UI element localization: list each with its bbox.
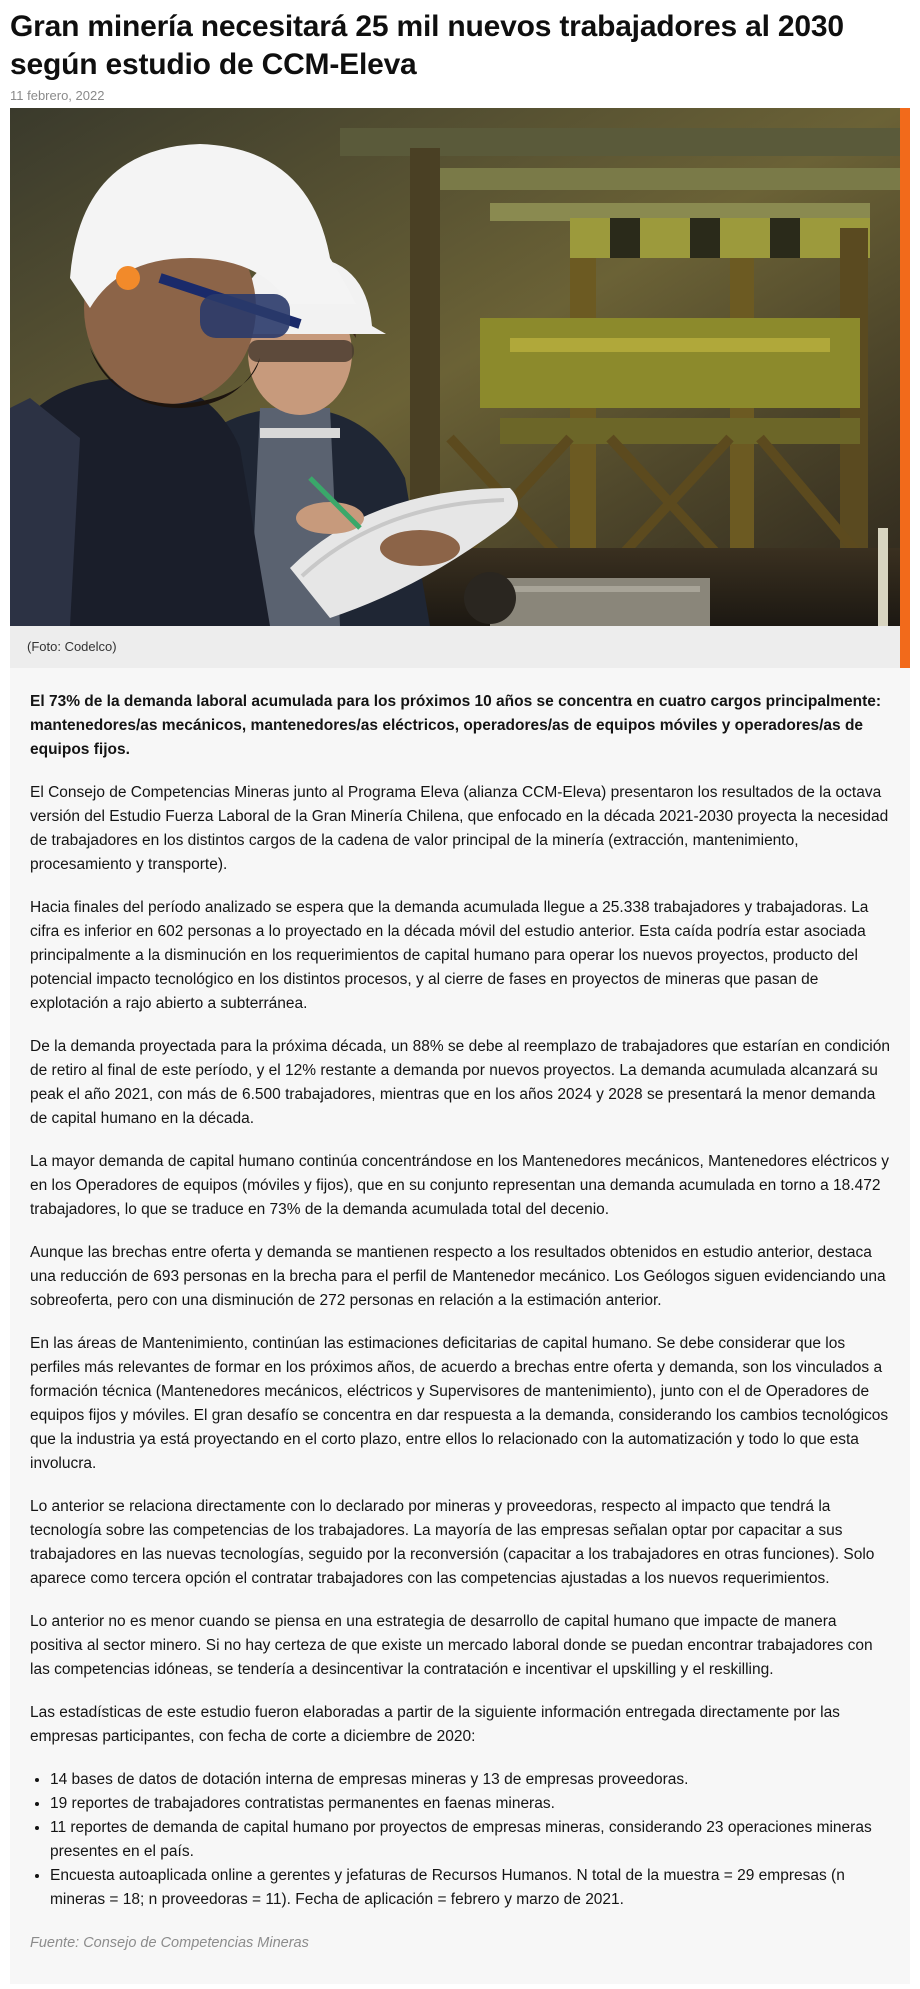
list-item: • Encuesta autoaplicada online a gerentes y jefaturas de Recursos Humanos. N total de la muestra = 29 empresas (n mineras = 18; n proveedoras = 11). Fecha de aplicación = febrero y marzo de 2021.: [50, 1864, 890, 1912]
article-paragraph: Lo anterior no es menor cuando se piensa en una estrategia de desarrollo de capital humano que impacte de manera positiva al sector minero. Si no hay certeza de que existe un mercado laboral donde se puedan encontrar trabajadores con las competencias idóneas, se tendería a desincentivar la contratación e incentivar el upskilling y el reskilling.: [30, 1613, 873, 1678]
image-caption: (Foto: Codelco): [27, 639, 117, 654]
accent-bar: [900, 108, 910, 668]
article-photo: [10, 108, 900, 626]
article-paragraph: Lo anterior se relaciona directamente con lo declarado por mineras y proveedoras, respecto al impacto que tendrá la tecnología sobre las competencias de los trabajadores. La mayoría de las empresas señalan optar por capacitar a sus trabajadores en las nuevas tecnologías, seguido por la reconversión (capacitar a los trabajadores en otras funciones). Solo aparece como tercera opción el contratar trabajadores con las competencias ajustadas a los nuevos requerimientos.: [30, 1498, 875, 1587]
data-sources-list: [30, 1768, 890, 1912]
list-item: • 11 reportes de demanda de capital humano por proyectos de empresas mineras, considerando 23 operaciones mineras presentes en el país.: [50, 1816, 890, 1864]
article-lead: El 73% de la demanda laboral acumulada para los próximos 10 años se concentra en cuatro cargos principalmente: mantenedores/as mecánicos, mantenedores/as eléctricos, operadores/as de equipos móviles y operadores/as de equipos fijos.: [30, 693, 882, 758]
list-item: • 14 bases de datos de dotación interna de empresas mineras y 13 de empresas proveedoras.: [50, 1768, 890, 1792]
article-paragraph: El Consejo de Competencias Mineras junto al Programa Eleva (alianza CCM-Eleva) presentaron los resultados de la octava versión del Estudio Fuerza Laboral de la Gran Minería Chilena, que enfocado en la década 2021-2030 proyecta la necesidad de trabajadores en los distintos cargos de la cadena de valor principal de la minería (extracción, mantenimiento, procesamiento y transporte).: [30, 784, 889, 873]
article-date: 11 febrero, 2022: [10, 88, 105, 103]
article-paragraph: De la demanda proyectada para la próxima década, un 88% se debe al reemplazo de trabajadores que estarían en condición de retiro al final de este período, y el 12% restante a demanda por nuevos proyectos. La demanda acumulada alcanzará su peak el año 2021, con más de 6.500 trabajadores, mientras que en los años 2024 y 2028 se presentará la menor demanda de capital humano en la década.: [30, 1038, 890, 1127]
article-paragraph: En las áreas de Mantenimiento, continúan las estimaciones deficitarias de capital humano. Se debe considerar que los perfiles más relevantes de formar en los próximos años, de acuerdo a brechas entre oferta y demanda, son los vinculados a formación técnica (Mantenedores mecánicos, eléctricos y Supervisores de mantenimiento), junto con el de Operadores de equipos fijos y móviles. El gran desafío se concentra en dar respuesta a la demanda, considerando los cambios tecnológicos que la industria ya está proyectando en el corto plazo, entre ellos lo relacionado con la automatización y todo lo que esta involucra.: [30, 1335, 889, 1472]
article-paragraph: Hacia finales del período analizado se espera que la demanda acumulada llegue a 25.338 trabajadores y trabajadoras. La cifra es inferior en 602 personas a lo proyectado en la década móvil del estudio anterior. Esta caída podría estar asociada principalmente a la disminución en los requerimientos de capital humano para operar los nuevos proyectos, producto del potencial impacto tecnológico en los distintos procesos, y al cierre de fases en proyectos de mineras que pasan de explotación a rajo abierto a subterránea.: [30, 899, 869, 1012]
article-paragraph: Aunque las brechas entre oferta y demanda se mantienen respecto a los resultados obtenidos en estudio anterior, destaca una reducción de 693 personas en la brecha para el perfil de Mantenedor mecánico. Los Geólogos siguen evidenciando una sobreoferta, pero con una disminución de 272 personas en relación a la estimación anterior.: [30, 1244, 886, 1309]
article-body: [30, 690, 890, 1974]
article-paragraph: Las estadísticas de este estudio fueron elaboradas a partir de la siguiente información entregada directamente por las empresas participantes, con fecha de corte a diciembre de 2020:: [30, 1704, 840, 1745]
image-caption-box: [10, 626, 900, 668]
article-paragraph: La mayor demanda de capital humano continúa concentrándose en los Mantenedores mecánicos, Mantenedores eléctricos y en los Operadores de equipos (móviles y fijos), que en su conjunto representan una demanda acumulada en torno a 18.472 trabajadores, lo que se traduce en 73% de la demanda acumulada total del decenio.: [30, 1153, 890, 1218]
list-item: • 19 reportes de trabajadores contratistas permanentes en faenas mineras.: [50, 1792, 890, 1816]
article-title: Gran minería necesitará 25 mil nuevos trabajadores al 2030 según estudio de CCM-Eleva: [10, 10, 844, 81]
article-source: Fuente: Consejo de Competencias Mineras: [30, 1935, 309, 1951]
